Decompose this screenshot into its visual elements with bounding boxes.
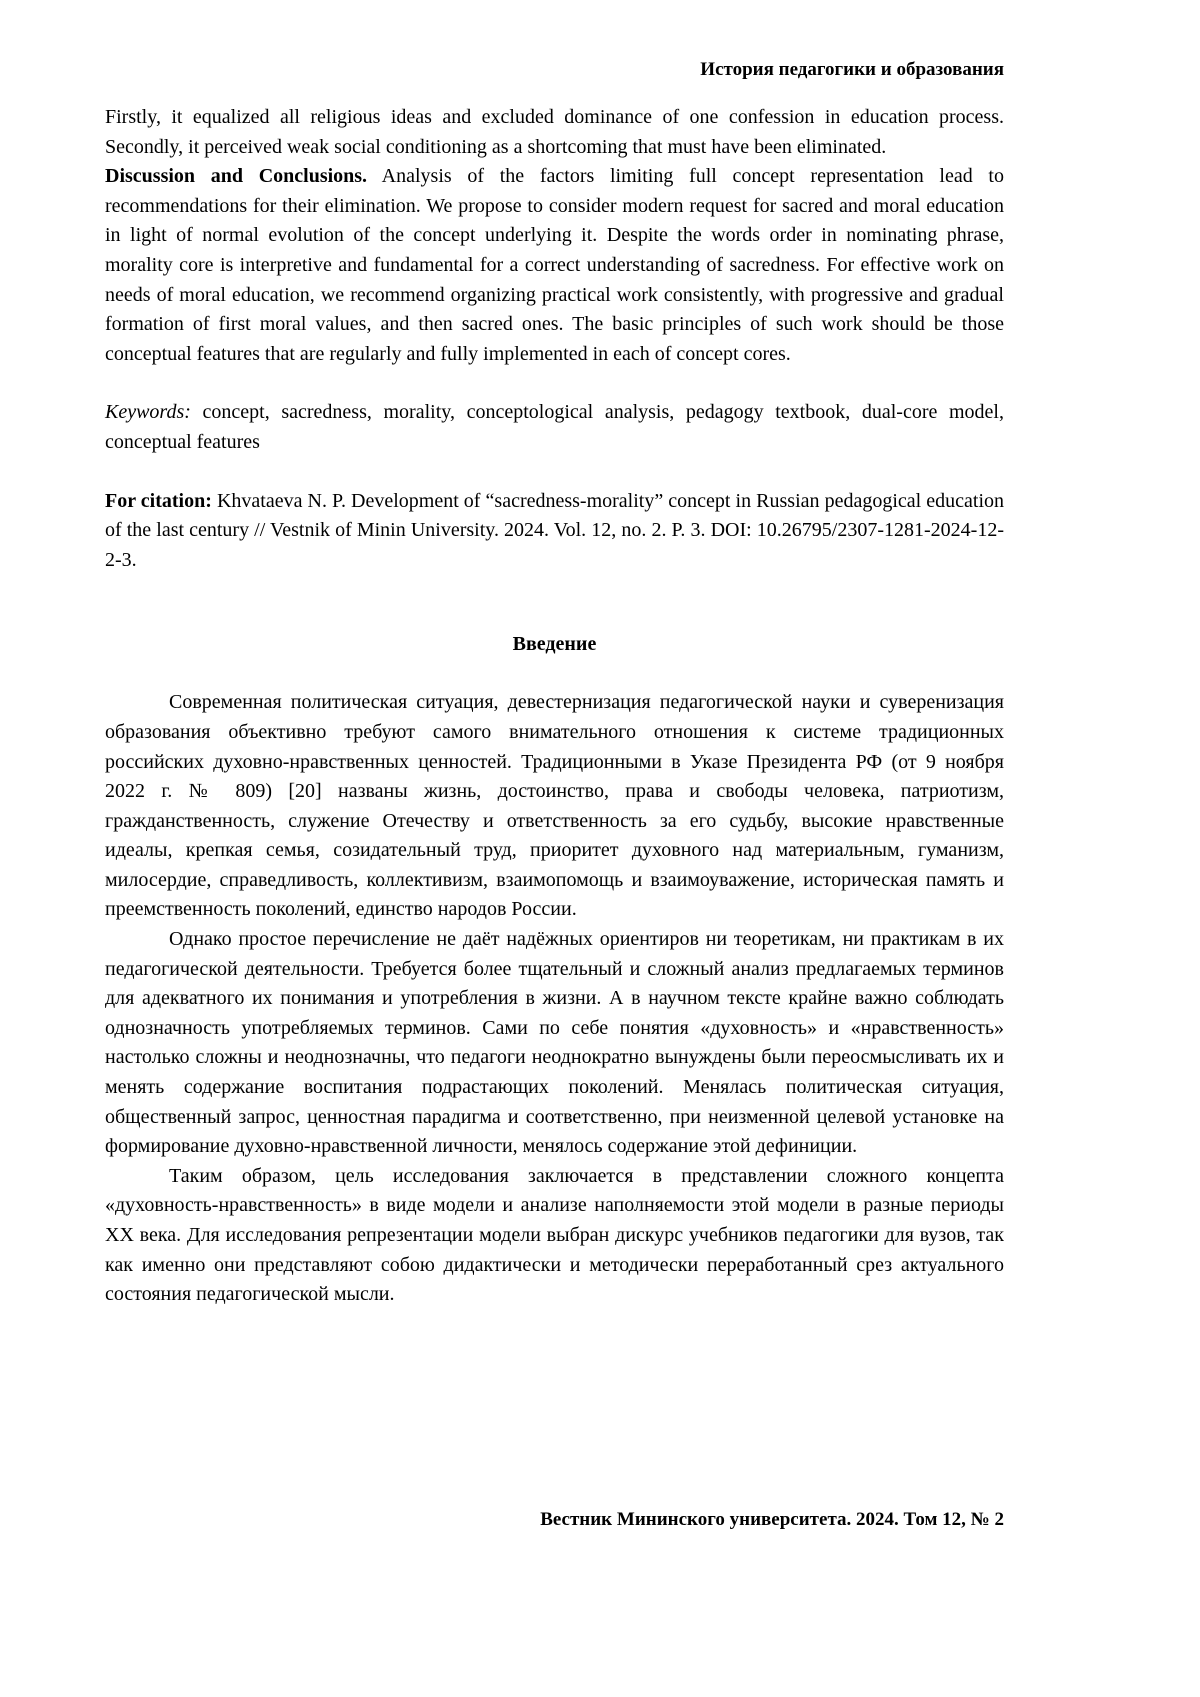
journal-section-title: История педагогики и образования	[700, 59, 1004, 80]
keywords-paragraph	[105, 398, 1004, 457]
introduction-paragraph-1: Современная политическая ситуация, девестернизация педагогической науки и суверенизация образования объективно требуют самого внимательного отношения к системе традиционных российских духовно-нравственных ценностей. Традиционными в Указе Президента РФ (от 9 ноября 2022 г. № 809) [20] названы жизнь, достоинство, права и свободы человека, патриотизм, гражданственность, служение Отечеству и ответственность за его судьбу, высокие нравственные идеалы, крепкая семья, созидательный труд, приоритет духовного над материальным, гуманизм, милосердие, справедливость, коллективизм, взаимопомощь и взаимоуважение, историческая память и преемственность поколений, единство народов России.	[105, 691, 1004, 921]
page-footer	[105, 1508, 1004, 1531]
article-body	[105, 103, 1004, 1310]
introduction-paragraph-2: Однако простое перечисление не даёт надёжных ориентиров ни теоретикам, ни практикам в их педагогической деятельности. Требуется более тщательный и сложный анализ предлагаемых терминов для адекватного их понимания и употребления в жизни. А в научном тексте крайне важно соблюдать однозначность употребляемых терминов. Сами по себе понятия «духовность» и «нравственность» настолько сложны и неоднозначны, что педагоги неоднократно вынуждены были переосмысливать их и менять содержание воспитания подрастающих поколений. Менялась политическая ситуация, общественный запрос, ценностная парадигма и соответственно, при неизменной целевой установке на формирование духовно-нравственной личности, менялось содержание этой дефиниции.	[105, 928, 1004, 1158]
journal-footer-text: Вестник Мининского университета. 2024. Том 12, № 2	[540, 1509, 1004, 1530]
page-header	[105, 58, 1004, 81]
keywords-label: Keywords:	[105, 401, 191, 424]
citation-text: Khvataeva N. P. Development of “sacredness-morality” concept in Russian pedagogical education of the last century // Vestnik of Minin University. 2024. Vol. 12, no. 2. P. 3. DOI: 10.26795/2307-1281-2024-12-2-3.	[105, 489, 1004, 571]
discussion-conclusions-label: Discussion and Conclusions.	[105, 165, 368, 188]
citation-paragraph	[105, 487, 1004, 576]
discussion-conclusions-text: Analysis of the factors limiting full concept representation lead to recommendations for their elimination. We propose to consider modern request for sacred and moral education in light of normal evolution of the concept underlying it. Despite the words order in nominating phrase, morality core is interpretive and fundamental for a correct understanding of sacredness. For effective work on needs of moral education, we recommend organizing practical work consistently, with progressive and gradual formation of first moral values, and then sacred ones. The basic principles of such work should be those conceptual features that are regularly and fully implemented in each of concept cores.	[105, 165, 1004, 365]
abstract-results-paragraph: Firstly, it equalized all religious ideas and excluded dominance of one confession in education process. Secondly, it perceived weak social conditioning as a shortcoming that must have been eliminated.	[105, 106, 1004, 158]
discussion-conclusions-paragraph	[105, 162, 1004, 369]
introduction-heading: Введение	[512, 633, 597, 656]
keywords-text: concept, sacredness, morality, conceptological analysis, pedagogy textbook, dual-core model, conceptual features	[105, 401, 1004, 453]
introduction-paragraph-3: Таким образом, цель исследования заключается в представлении сложного концепта «духовность-нравственность» в виде модели и анализе наполняемости этой модели в разные периоды XX века. Для исследования репрезентации модели выбран дискурс учебников педагогики для вузов, так как именно они представляют собою дидактически и методически переработанный срез актуального состояния педагогической мысли.	[105, 1164, 1004, 1306]
citation-label: For citation:	[105, 489, 212, 512]
